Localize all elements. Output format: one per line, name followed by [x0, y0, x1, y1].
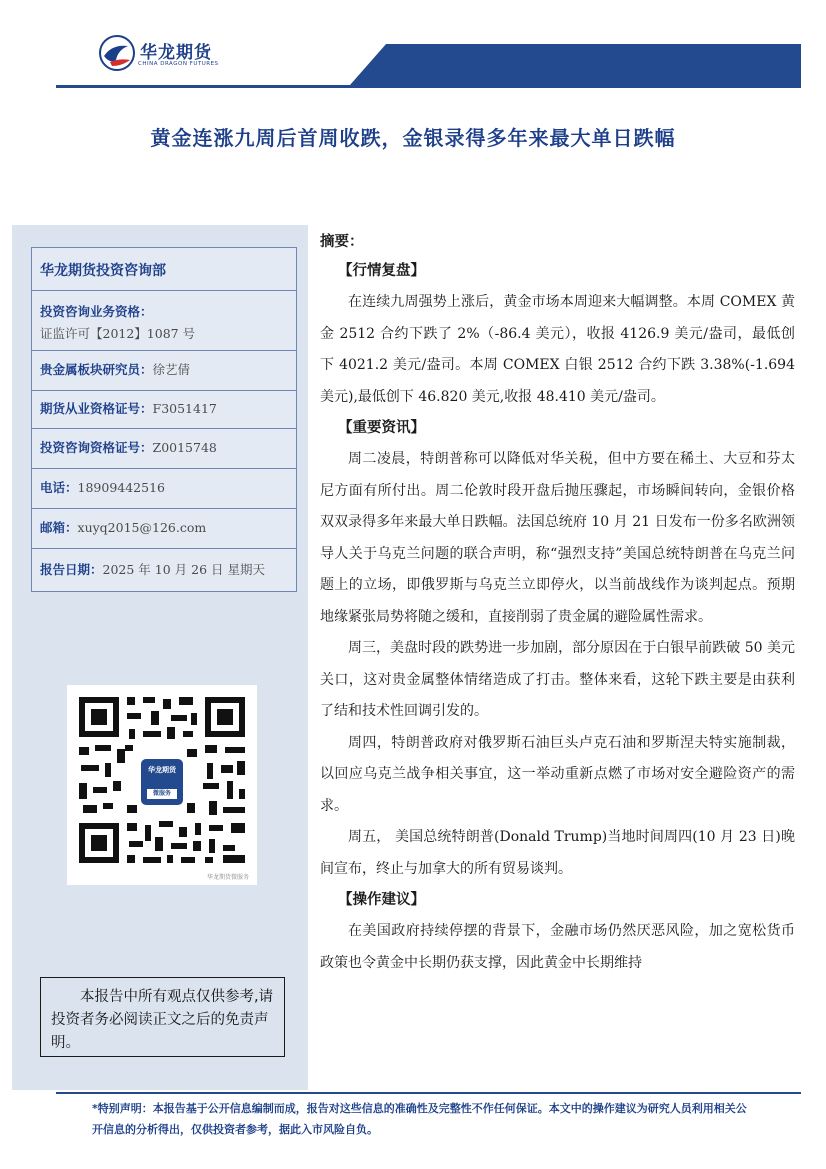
phone-label: 电话： — [40, 480, 78, 495]
futures-cert-label: 期货从业资格证号： — [40, 401, 153, 416]
date-row — [32, 548, 296, 591]
phone-row — [32, 468, 296, 508]
qualification-label: 投资咨询业务资格： — [40, 304, 153, 319]
key-news-paragraph-1: 周二凌晨，特朗普称可以降低对华关税，但中方要在稀土、大豆和芬太尼方面有所付出。周二伦敦时段开盘后抛压骤起，市场瞬间转向，金银价格双双录得多年来最大单日跌幅。法国总统府 10 月 21 日发布一份多名欧洲领导人关于乌克兰问题的联合声明，称“强烈支持”美国总统特朗普在乌克兰问题上的立场，即俄罗斯与乌克兰立即停火，以当前战线作为谈判起点。预期地缘紧张局势将随之缓和，直接削弱了贵金属的避险属性需求。 — [320, 451, 795, 625]
email-row — [32, 508, 296, 548]
consult-cert-row — [32, 428, 296, 468]
section-key-news-heading: 【重要资讯】 — [338, 420, 425, 436]
department-name: 华龙期货投资咨询部 — [40, 263, 166, 279]
report-body — [320, 230, 795, 979]
disclaimer-box — [40, 977, 285, 1057]
section-trading-advice-heading: 【操作建议】 — [338, 892, 425, 908]
wechat-qr-code[interactable] — [67, 685, 257, 885]
trading-advice-paragraph: 在美国政府持续停摆的背景下，金融市场仍然厌恶风险，加之宽松货币政策也令黄金中长期仍获支撑，因此黄金中长期维持 — [320, 923, 795, 971]
date-label: 报告日期： — [40, 562, 103, 577]
researcher-label: 贵金属板块研究员： — [40, 362, 153, 377]
key-news-paragraph-2: 周三，美盘时段的跌势进一步加剧，部分原因在于白银早前跌破 50 美元关口，这对贵金属整体情绪造成了打击。整体来看，这轮下跌主要是由获利了结和技术性回调引发的。 — [320, 640, 795, 719]
date-value: 2025 年 10 月 26 日 星期天 — [102, 562, 265, 577]
qr-badge-top: 华龙期货 — [148, 766, 176, 774]
sidebar — [12, 225, 308, 1090]
consult-cert-label: 投资咨询资格证号： — [40, 440, 153, 455]
key-news-paragraph-4: 周五， 美国总统特朗普(Donald Trump)当地时间周四(10 月 23 日)晚间宣布，终止与加拿大的所有贸易谈判。 — [320, 829, 795, 877]
logo-en-text: CHINA DRAGON FUTURES — [138, 61, 219, 67]
consult-cert-value: Z0015748 — [152, 440, 217, 455]
report-type-tab — [350, 44, 801, 85]
report-title: 黄金连涨九周后首周收跌，金银录得多年来最大单日跌幅 — [150, 126, 676, 150]
qualification-row — [32, 290, 296, 350]
special-statement: *特别声明：本报告基于公开信息编制而成，报告对这些信息的准确性及完整性不作任何保证。本文中的操作建议为研究人员利用相关公开信息的分析得出，仅供投资者参考，据此入市风险自负。 — [92, 1102, 747, 1136]
company-logo — [98, 34, 218, 74]
header-divider — [56, 85, 801, 88]
analyst-info-box — [31, 247, 297, 592]
abstract-label: 摘要： — [320, 234, 364, 250]
logo-cn-text: 华龙期货 — [140, 43, 212, 63]
page-header — [0, 0, 826, 100]
disclaimer-text: 本报告中所有观点仅供参考,请投资者务必阅读正文之后的免责声明。 — [51, 989, 274, 1051]
qr-caption: 华龙期货微服务 — [206, 874, 249, 881]
email-value: xuyq2015@126.com — [77, 520, 207, 535]
researcher-row — [32, 350, 296, 390]
section-market-review-heading: 【行情复盘】 — [338, 263, 425, 279]
qr-badge-bottom: 微服务 — [152, 790, 171, 797]
key-news-paragraph-3: 周四，特朗普政府对俄罗斯石油巨头卢克石油和罗斯涅夫特实施制裁，以回应乌克兰战争相关事宜，这一举动重新点燃了市场对安全避险资产的需求。 — [320, 734, 795, 814]
researcher-value: 徐艺倩 — [152, 362, 191, 377]
phone-value: 18909442516 — [77, 480, 165, 495]
futures-cert-row — [32, 390, 296, 428]
market-review-paragraph: 在连续九周强势上涨后，黄金市场本周迎来大幅调整。本周 COMEX 黄金 2512 合约下跌了 2%（-86.4 美元），收报 4126.9 美元/盎司，最低创下 4021.2 美元/盎司。本周 COMEX 白银 2512 合约下跌 3.38%(-1.694 美元),最低创下 46.820 美元,收报 48.410 美元/盎司。 — [320, 294, 795, 405]
email-label: 邮箱： — [40, 520, 78, 535]
footer-divider — [56, 1092, 801, 1094]
futures-cert-value: F3051417 — [152, 401, 217, 416]
qualification-value: 证监许可【2012】1087 号 — [40, 326, 196, 341]
qr-code-icon — [67, 685, 257, 885]
dragon-logo-icon — [98, 34, 136, 72]
report-type-label: 贵金属周报 — [666, 13, 736, 29]
